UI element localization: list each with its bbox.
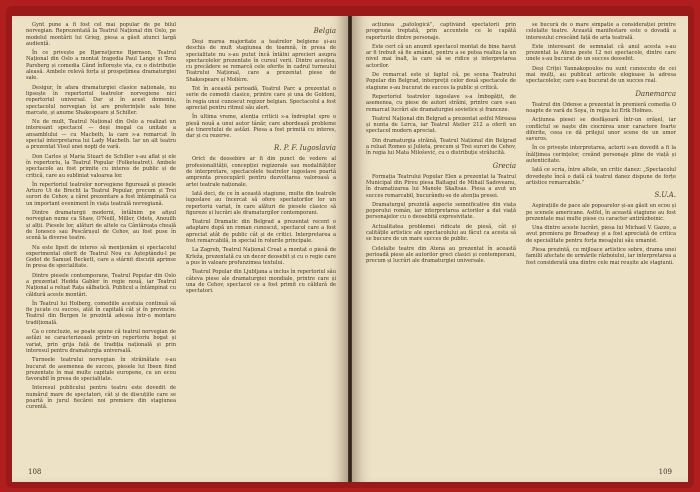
section-heading-belgia: Belgia (313, 27, 336, 35)
paragraph: De remarcat este și faptul că, pe scena Teatrului Popular din Belgrad, interpreții celor două spectacole de stagiune s-au bucurat de succes la public și critică. (366, 72, 516, 91)
right-column-1 (366, 22, 516, 464)
paragraph: Una dintre aceste lucrări, piesa lui Michael V. Gazzo, a avut premiera pe Broadway și a fost apreciată de critica de specialitate pentru forța mesajului său umanist. (526, 225, 676, 244)
section-heading-danemarca: Danemarca (635, 89, 676, 98)
paragraph: Aspirațiile de pace ale popoarelor și-au găsit un ecou și pe scenele americane. Astfel, în această stagiune au fost prezentate mai multe piese cu caracter antirăzboinic. (526, 203, 676, 222)
paragraph: Nu este lipsit de interes să menționăm și spectacolul experimental oferit de Teatrul Nou cu Așteptându-l pe Godot de Samuel Beckett, care a stârnit discuții aprinse în presa de specialitate. (26, 244, 176, 270)
paragraph: acțiunea „patologică”, captivând spectatorii prin progresia treptată, prin accentele ce le capătă raporturile dintre personaje. (366, 22, 516, 41)
left-column-2 (186, 22, 336, 464)
paragraph: Nu de mult, Teatrul Național din Oslo a realizat un interesant spectacol — deși inegal ca unitate a ansamblului — cu Macbeth, la care s-a remarcat în special interpretarea lui Lady Macbeth. Iar un alt teatru a prezentat Visul unei nopți de vară. (26, 119, 176, 151)
paragraph: Tot în această perioadă, Teatrul Parc a prezentat o serie de comedii clasice, printre care și una de Goldoni, în regia unui cunoscut regizor belgian. Spectacolul a fost apreciat pentru ritmul său alert. (186, 86, 336, 111)
paragraph: Iată deci, de ce în această stagiune, multe din teatrele iugoslave au încercat să ofere spectatorilor lor un repertoriu variat, în care alături de piesele clasice să figureze și lucrări ale dramaturgilor contemporani. (186, 190, 336, 216)
right-column-2 (526, 22, 676, 464)
paragraph: Deși Criței Yannakopoulos nu sunt cunoscute de cei mai mulți, au publicat articole elogioase la adresa spectacolelor, care s-au bucurat de un succes real. (526, 65, 676, 85)
paragraph: Teatrul Național din Belgrad a prezentat astfel Mireasa și nunta de Lorca, iar Teatrul Atelier 212 a oferit un spectacol modern apreciat. (366, 115, 516, 135)
paragraph: Orict de deosebire ar fi din punct de vedere al profesionalității, concepției regizorale sau modalităților de interpretare, spectacolele teatrelor iugoslave poartă amprenta preocupării pentru dezvoltarea valoroasă a artei teatrale naționale. (186, 156, 336, 188)
paragraph: Dramaturgul prezintă aspecte semnificative din viața poporului român, iar interpretarea actorilor a dat viață personajelor cu o deosebită expresivitate. (366, 201, 516, 221)
paragraph: Teatrul Dramatic din Belgrad a prezentat recent o adaptare după un roman cunoscut, spectacol care a fost apreciat atât de public cât și de critici. Interpretarea a fost remarcabilă, în special în rolurile principale. (186, 219, 336, 245)
paragraph: Actualitatea problemei ridicate de piesă, cât și calitățile artistice ale spectacolului au făcut ca acesta să se bucure de un mare succes de public. (366, 223, 516, 243)
paragraph: În repertoriul teatrelor norvegiene figurează și piesele Arturo Ui de Brecht la Teatrul Popular, precum și Trei surori de Cehov, a cărei prezentare a fost întâmpinată ca un important eveniment în viața teatrală norvegiană. (26, 181, 176, 207)
paragraph: În ce privește pe Bjørnstjerne Bjørnson, Teatrul Național din Oslo a montat tragedia Paul Lange și Tora Parsberg și comedia Când înflorește via, cu o distribuție aleasă. Ambele relevă forța și prospețimea dramaturgiei sale. (26, 50, 176, 82)
paragraph: Repertoriul teatrelor iugoslave s-a îmbogățit, de asemenea, cu piese de autori străini, printre care s-au remarcat lucrări ale dramaturgiei sovietice și franceze. (366, 93, 516, 113)
paragraph: Iată ce scria, între altele, un critic danez: „Spectacolul dovedește încă o dată că teatrul danez dispune de forțe artistice remarcabile.” (526, 167, 676, 186)
paragraph: În ce privește interpretarea, actorii s-au dovedit a fi la înălțimea cerințelor, creând personaje pline de viață și autenticitate. (526, 145, 676, 165)
paragraph: Celelalte teatre din Atena au prezentat în această perioadă piese ale autorilor greci clasici și contemporani, precum și lucrări ale dramaturgiei universale. (366, 245, 516, 265)
paragraph: Este cert că un anumit spectacol montat de bine havut ar fi trebuit să fie amânat, pentru a se putea realiza la un nivel mai înalt, la care să se ridice și interpretarea actorilor. (366, 43, 516, 69)
paragraph: se bucură de o mare simpatie a considerației printre celelalte teatre. Această manifestare este o dovadă a interesului crescând față de arta teatrală. (526, 22, 676, 41)
paragraph: La Zagreb, Teatrul Național Croat a montat o piesă de Krleža, prezentată cu un decor deosebit și cu o regie care a pus în valoare profunzimea textului. (186, 247, 336, 266)
paragraph: În Teatrul lui Holberg, comediile acestuia continuă să fie jucate cu succes, atât în capitală cât și în provincie. Teatrul din Bergen le prezintă adesea într-o montare tradițională. (26, 300, 176, 326)
left-column-1 (26, 22, 176, 464)
left-page (12, 16, 348, 482)
right-page (352, 16, 688, 482)
page-number-left: 108 (28, 468, 42, 476)
paragraph: În ultima vreme, atenția criticii s-a îndreptat spre o piesă nouă a unui autor tânăr, care abordează probleme ale tineretului de astăzi. Piesa a fost primită cu interes, dar și cu rezerve. (186, 114, 336, 140)
paragraph: Teatrul Popular din Ljubljana a inclus în repertoriul său câteva piese ale dramaturgiei mondiale, printre care și una de Cehov, spectacol ce a fost primit cu căldură de spectatori. (186, 269, 336, 295)
paragraph: Teatrul din Odense a prezentat în premieră comedia O noapte de vară de Soya, în regia lui Erik Holmes. (526, 101, 676, 114)
paragraph: Din dramaturgia străină, Teatrul Național din Belgrad a reluat Romeo și Julieta, precum și Trei surori de Cehov, în regia lui Mata Milošević, cu o distribuție strălucită. (366, 137, 516, 157)
right-page-columns (366, 22, 676, 464)
paragraph: Desigur, în afara dramaturgiei clasice naționale, nu lipsește în repertoriul teatrelor norvegiene nici repertoriul universal. Dar și în acest domeniu, spectacolul norvegian își are preferințele sale bine marcate, și anume Shakespeare și Schiller. (26, 84, 176, 116)
paragraph: Piesa prezintă, cu mijloace artistice sobre, drama unei familii afectate de urmările războiului, iar interpretarea a fost considerată una dintre cele mai reușite ale stagiunii. (526, 247, 676, 266)
paragraph: Don Carlos și Maria Stuart de Schiller s-au aflat și ele în repertoriu, la Teatrul Popular (Folketeatret). Ambele spectacole au fost primite cu interes de public și de critică, care au subliniat valoarea lor. (26, 153, 176, 179)
left-page-columns (26, 22, 336, 464)
section-heading-iugoslavia: R. P. F. Iugoslavia (273, 144, 336, 153)
paragraph: Turneele teatrului norvegian în străinătate s-au bucurat de asemenea de succes, piesele lui Ibsen fiind prezentate în mai multe capitale europene, cu un ecou favorabil în presa de specialitate. (26, 357, 176, 383)
open-book (6, 6, 694, 488)
section-heading-sua: S.U.A. (654, 191, 676, 200)
paragraph: Dintre dramaturgii moderni, întâlnim pe afișul norvegian nume ca Shaw, O'Neill, Miller, Odets, Anouilh și alții. Piesele lor, alături de altele ca Cântăreața cheală de Ionesco sau Pescărușul de Cehov, au fost puse în scenă la diverse teatre. (26, 210, 176, 242)
paragraph: Interesul publicului pentru teatru este dovedit de numărul mare de spectatori, cât și de discuțiile care se poartă în jurul fiecărei noi premiere din stagiunea curentă. (26, 385, 176, 411)
paragraph: Gynt pune a fi fost cel mai popular de pe bilul norvegian. Reprezentată la Teatrul Național din Oslo, pe modelul montării lui Grieg, piesa a găsit atunci largă audiență. (26, 22, 176, 47)
page-number-right: 109 (658, 468, 672, 476)
paragraph: Formația Teatrului Popular Elen a prezentat la Teatrul Municipal din Pireu piesa Baltagul de Mihail Sadoveanu, în dramatizarea lui Manole Skaltsas. Piesa a avut un succes remarcabil, bucurându-se de atenția presei. (366, 173, 516, 199)
paragraph: Dintre piesele contemporane, Teatrul Popular din Oslo a prezentat Hedda Gabler în regie nouă, iar Teatrul Național a reluat Rața sălbatică. Publicul a întâmpinat cu căldură aceste montări. (26, 272, 176, 298)
paragraph: Este interesant de semnalat că anul acesta s-au prezentat la Atena peste 12 noi spectacole, dintre care unele s-au bucurat de un succes deosebit. (526, 43, 676, 63)
section-heading-grecia: Grecia (492, 161, 516, 170)
paragraph: Ca o concluzie, se poate spune că teatrul norvegian de astăzi se caracterizează printr-un repertoriu bogat și variat, prin grija față de tradiția națională și prin interesul pentru dramaturgia universală. (26, 329, 176, 354)
paragraph: Deși marea majoritate a teatrelor belgiene și-au deschis de mult stagiunea de toamnă, în presa de specialitate nu s-au putut încă întâlni aprecieri asupra spectacolelor prezentate în cursul verii. Dintre acestea, cu precădere se remarcă cele oferite în cadrul turneului Teatrului Național, care a prezentat piese de Shakespeare și Molière. (186, 39, 336, 83)
paragraph: Acțiunea piesei se desfășoară într-un orășel, iar conflictul se naște din ciocnirea unor caractere foarte diferite, ceea ce dă prilejul unor scene de un umor savuros. (526, 117, 676, 143)
